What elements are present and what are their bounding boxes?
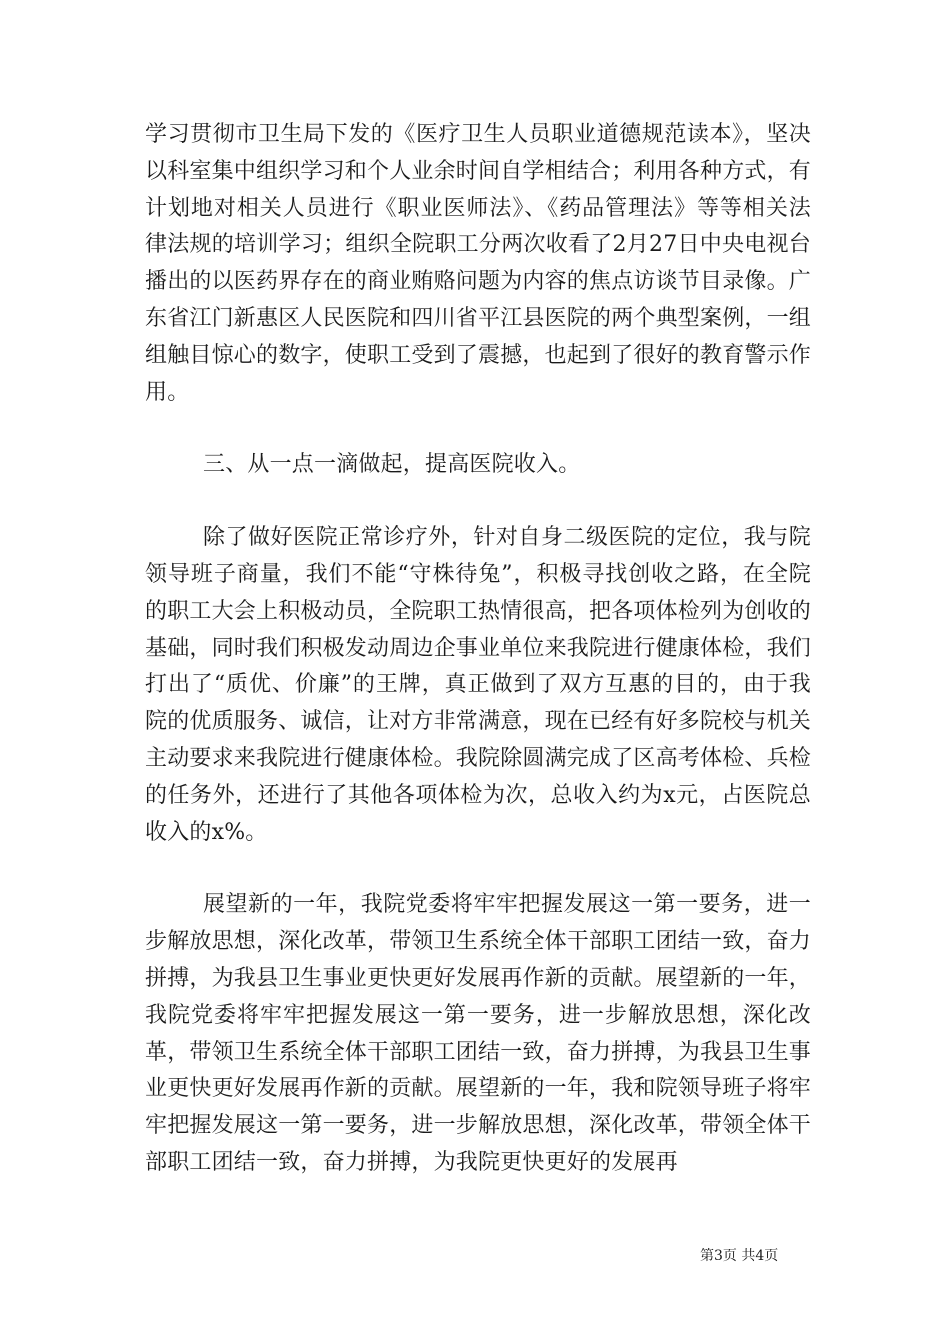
page-number-footer: 第3页 共4页 <box>700 1248 779 1264</box>
paragraph-gap <box>145 411 811 447</box>
paragraph-outlook: 展望新的一年，我院党委将牢牢把握发展这一第一要务，进一步解放思想，深化改革，带领卫生系统全体干部职工团结一致，奋力拼搏，为我县卫生事业更快更好发展再作新的贡献。展望新的一年，我院党委将牢牢把握发展这一第一要务，进一步解放思想，深化改革，带领卫生系统全体干部职工团结一致，奋力拼搏，为我县卫生事业更快更好发展再作新的贡献。展望新的一年，我和院领导班子将牢牢把握发展这一第一要务，进一步解放思想，深化改革，带领全体干部职工团结一致，奋力拼搏，为我院更快更好的发展再 <box>145 892 812 1175</box>
paragraph-continuation: 学习贯彻市卫生局下发的《医疗卫生人员职业道德规范读本》，坚决以科室集中组织学习和个人业余时间自学相结合；利用各种方式，有计划地对相关人员进行《职业医师法》、《药品管理法》等等相关法律法规的培训学习；组织全院职工分两次收看了2月27日中央电视台播出的以医药界存在的商业贿赂问题为内容的焦点访谈节目录像。广东省江门新惠区人民医院和四川省平江县医院的两个典型案例，一组组触目惊心的数字，使职工受到了震撼，也起到了很好的教育警示作用。 <box>145 122 812 405</box>
document-body <box>145 117 811 1182</box>
paragraph-income: 除了做好医院正常诊疗外，针对自身二级医院的定位，我与院领导班子商量，我们不能“守株待兔”，积极寻找创收之路，在全院的职工大会上积极动员，全院职工热情很高，把各项体检列为创收的基础，同时我们积极发动周边企事业单位来我院进行健康体检，我们打出了“质优、价廉”的王牌，真正做到了双方互惠的目的，由于我院的优质服务、诚信，让对方非常满意，现在已经有好多院校与机关主动要求来我院进行健康体检。我院除圆满完成了区高考体检、兵检的任务外，还进行了其他各项体检为次，总收入约为x元，占医院总收入的x%。 <box>145 525 812 845</box>
paragraph-gap <box>145 484 811 520</box>
section-heading: 三、从一点一滴做起，提高医院收入。 <box>203 452 581 478</box>
paragraph-gap <box>145 851 811 887</box>
